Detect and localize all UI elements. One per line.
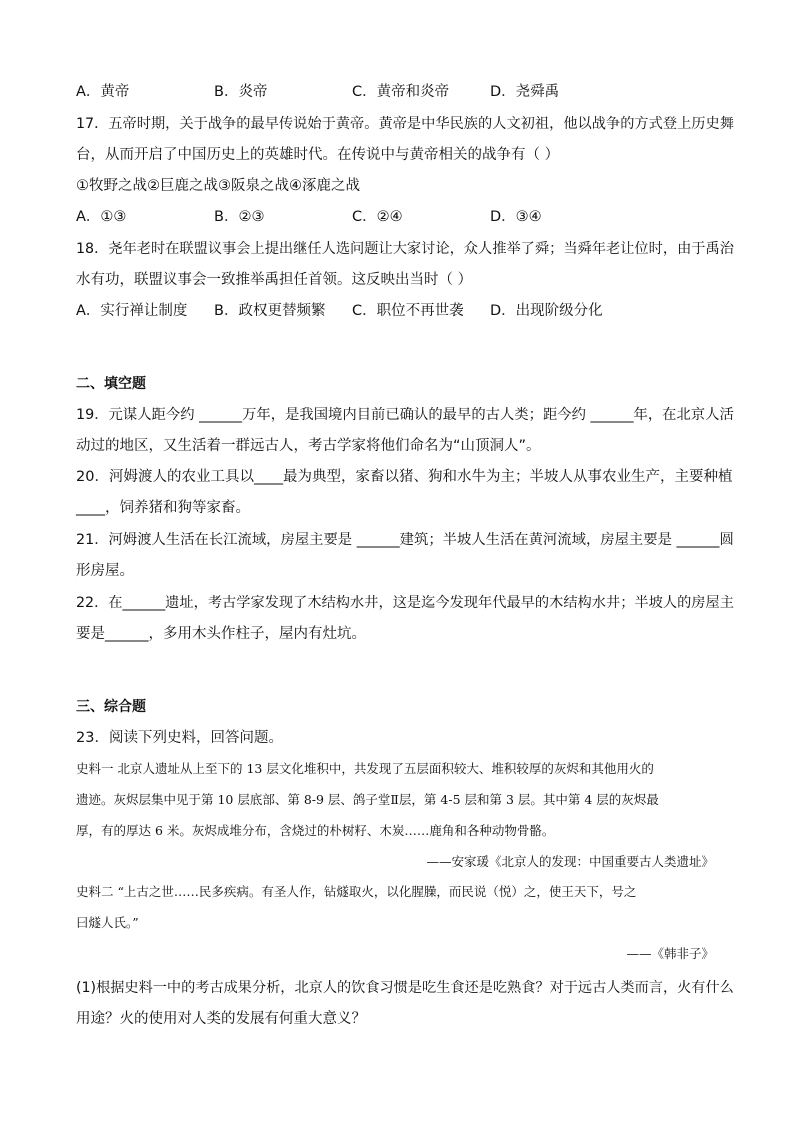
q17-stem-line1: 17．五帝时期，关于战争的最早传说始于黄帝。黄帝是中华民族的人文初祖，他以战争的方式登上历史舞 bbox=[76, 116, 734, 132]
q22-line1: 22．在______遗址，考古学家发现了木结构水井，这是迄今发现年代最早的木结构水井；半坡人的房屋主 bbox=[76, 595, 734, 611]
source2-line1: 史料二 “上古之世……民多疾病。有圣人作，钻燧取火，以化腥臊，而民说（悦）之，使王天下，号之 bbox=[76, 884, 637, 899]
q20-line1: 20．河姆渡人的农业工具以____最为典型，家畜以猪、狗和水牛为主；半坡人从事农业生产，主要种植 bbox=[76, 469, 733, 485]
q18-option-b: B．政权更替频繁 bbox=[214, 303, 326, 319]
source1-line2: 遗迹。灰烬层集中见于第 10 层底部、第 8-9 层、鸽子堂Ⅱ层，第 4-5 层和第 3 层。其中第 4 层的灰烬最 bbox=[76, 792, 659, 807]
q17-option-d: D．③④ bbox=[490, 209, 542, 225]
q23-intro: 23．阅读下列史料，回答问题。 bbox=[76, 730, 283, 746]
source2-citation: ——《韩非子》 bbox=[626, 946, 714, 961]
q16-option-c: C．黄帝和炎帝 bbox=[352, 84, 450, 100]
q17-stem-line2: 台，从而开启了中国历史上的英雄时代。在传说中与黄帝相关的战争有（ ） bbox=[76, 147, 560, 163]
q20-line2: ____，饲养猪和狗等家畜。 bbox=[76, 500, 250, 516]
source1-line3: 厚，有的厚达 6 米。灰烬成堆分布，含烧过的朴树籽、木炭……鹿角和各种动物骨骼。 bbox=[76, 823, 555, 838]
q22-line2: 要是______，多用木头作柱子，屋内有灶坑。 bbox=[76, 626, 366, 642]
q17-items: ①牧野之战②巨鹿之战③阪泉之战④涿鹿之战 bbox=[76, 178, 360, 194]
q18-option-a: A．实行禅让制度 bbox=[76, 303, 188, 319]
source1-citation: ——安家瑗《北京人的发现：中国重要古人类遗址》 bbox=[426, 854, 714, 869]
source1-line1: 史料一 北京人遗址从上至下的 13 层文化堆积中，共发现了五层面积较大、堆积较厚的灰烬和其他用火的 bbox=[76, 761, 654, 776]
q17-option-b: B．②③ bbox=[214, 209, 265, 225]
q18-option-d: D．出现阶级分化 bbox=[490, 303, 603, 319]
q21-line2: 形房屋。 bbox=[76, 563, 134, 579]
source2-line2: 曰燧人氏。” bbox=[76, 915, 139, 930]
q19-line1: 19．元谋人距今约 ______万年，是我国境内目前已确认的最早的古人类；距今约 ______年，在北京人活 bbox=[76, 407, 734, 423]
q16-option-a: A．黄帝 bbox=[76, 84, 130, 100]
q18-option-c: C．职位不再世袭 bbox=[352, 303, 464, 319]
section-title-fill-blank: 二、填空题 bbox=[76, 376, 146, 392]
q17-option-a: A．①③ bbox=[76, 209, 127, 225]
q19-line2: 动过的地区，又生活着一群远古人，考古学家将他们命名为“山顶洞人”。 bbox=[76, 438, 541, 454]
q23-sub1-line1: (1)根据史料一中的考古成果分析，北京人的饮食习惯是吃生食还是吃熟食？对于远古人类而言，火有什么 bbox=[76, 980, 734, 996]
q23-sub1-line2: 用途？火的使用对人类的发展有何重大意义？ bbox=[76, 1011, 366, 1027]
q16-option-d: D．尧舜禹 bbox=[490, 84, 560, 100]
q18-stem-line2: 水有功，联盟议事会一致推举禹担任首领。这反映出当时（ ） bbox=[76, 272, 473, 288]
q17-option-c: C．②④ bbox=[352, 209, 403, 225]
q21-line1: 21．河姆渡人生活在长江流域，房屋主要是 ______建筑；半坡人生活在黄河流域，房屋主要是 ______圆 bbox=[76, 532, 734, 548]
q16-option-b: B．炎帝 bbox=[214, 84, 268, 100]
q18-stem-line1: 18．尧年老时在联盟议事会上提出继任人选问题让大家讨论，众人推举了舜；当舜年老让位时，由于禹治 bbox=[76, 241, 734, 257]
section-title-comprehensive: 三、综合题 bbox=[76, 699, 146, 715]
